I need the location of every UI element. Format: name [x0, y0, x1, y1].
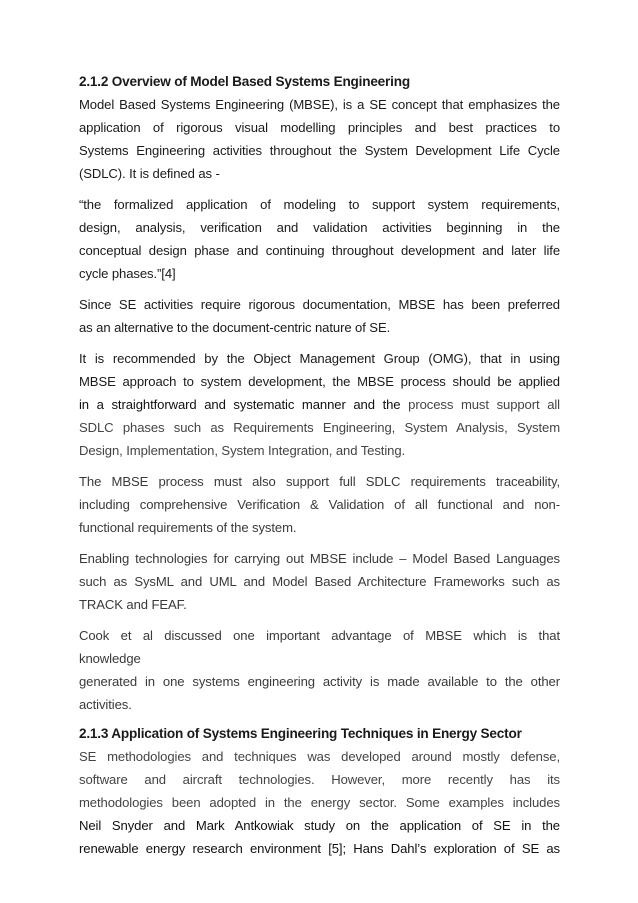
text-line: activities. — [79, 697, 132, 712]
paragraph-mbse-intro — [79, 93, 560, 185]
text-line: MBSE approach to system development, the MBSE process should be applied — [79, 374, 560, 389]
text-line: (SDLC). It is defined as - — [79, 166, 220, 181]
text-line: design, analysis, verification and validation activities beginning in the — [79, 220, 560, 235]
text-line: Enabling technologies for carrying out MBSE include – Model Based Languages — [79, 551, 560, 566]
paragraph-energy-sector — [79, 745, 560, 860]
text-line: Model Based Systems Engineering (MBSE), is a SE concept that emphasizes the — [79, 97, 560, 112]
text-line: as an alternative to the document-centric nature of SE. — [79, 320, 391, 335]
text-line: It is recommended by the Object Management Group (OMG), that in using — [79, 351, 560, 366]
text-line: such as SysML and UML and Model Based Architecture Frameworks such as — [79, 574, 560, 589]
text-line: including comprehensive Verification & Validation of all functional and non- — [79, 497, 560, 512]
text-segment: in a straightforward and systematic manner and the — [79, 397, 409, 412]
text-line: functional requirements of the system. — [79, 520, 297, 535]
text-line: TRACK and FEAF. — [79, 597, 187, 612]
paragraph-cook-advantage — [79, 624, 560, 716]
paragraph-mbse-preferred — [79, 293, 560, 339]
text-line: renewable energy research environment [5]; Hans Dahl’s exploration of SE as — [79, 841, 560, 856]
paragraph-enabling-technologies — [79, 547, 560, 616]
section-heading-2-1-3: 2.1.3 Application of Systems Engineering Techniques in Energy Sector — [79, 726, 522, 741]
paragraph-omg-recommendation — [79, 347, 560, 462]
text-line: application of rigorous visual modelling principles and best practices to — [79, 120, 560, 135]
text-line: Systems Engineering activities throughout the System Development Life Cycle — [79, 143, 560, 158]
text-line: conceptual design phase and continuing throughout development and later life — [79, 243, 560, 258]
text-line: cycle phases.”[4] — [79, 266, 176, 281]
text-line: generated in one systems engineering activity is made available to the other — [79, 674, 560, 689]
text-line: knowledge — [79, 651, 141, 666]
text-line: The MBSE process must also support full SDLC requirements traceability, — [79, 474, 560, 489]
text-line: SE methodologies and techniques was developed around mostly defense, — [79, 749, 560, 764]
text-line: Design, Implementation, System Integration, and Testing. — [79, 443, 406, 458]
text-line: software and aircraft technologies. However, more recently has its — [79, 772, 560, 787]
text-line: SDLC phases such as Requirements Engineering, System Analysis, System — [79, 420, 560, 435]
paragraph-traceability — [79, 470, 560, 539]
text-segment: process must support all — [408, 397, 560, 412]
paragraph-mbse-definition-quote — [79, 193, 560, 285]
text-line: Cook et al discussed one important advantage of MBSE which is that — [79, 628, 560, 643]
text-line: Neil Snyder and Mark Antkowiak study on the application of SE in the — [79, 818, 560, 833]
document-page — [79, 70, 560, 868]
text-line: Since SE activities require rigorous documentation, MBSE has been preferred — [79, 297, 560, 312]
text-line: methodologies been adopted in the energy sector. Some examples includes — [79, 795, 560, 810]
text-line — [79, 393, 560, 416]
text-line: “the formalized application of modeling to support system requirements, — [79, 197, 560, 212]
section-heading-2-1-2: 2.1.2 Overview of Model Based Systems Engineering — [79, 74, 410, 89]
